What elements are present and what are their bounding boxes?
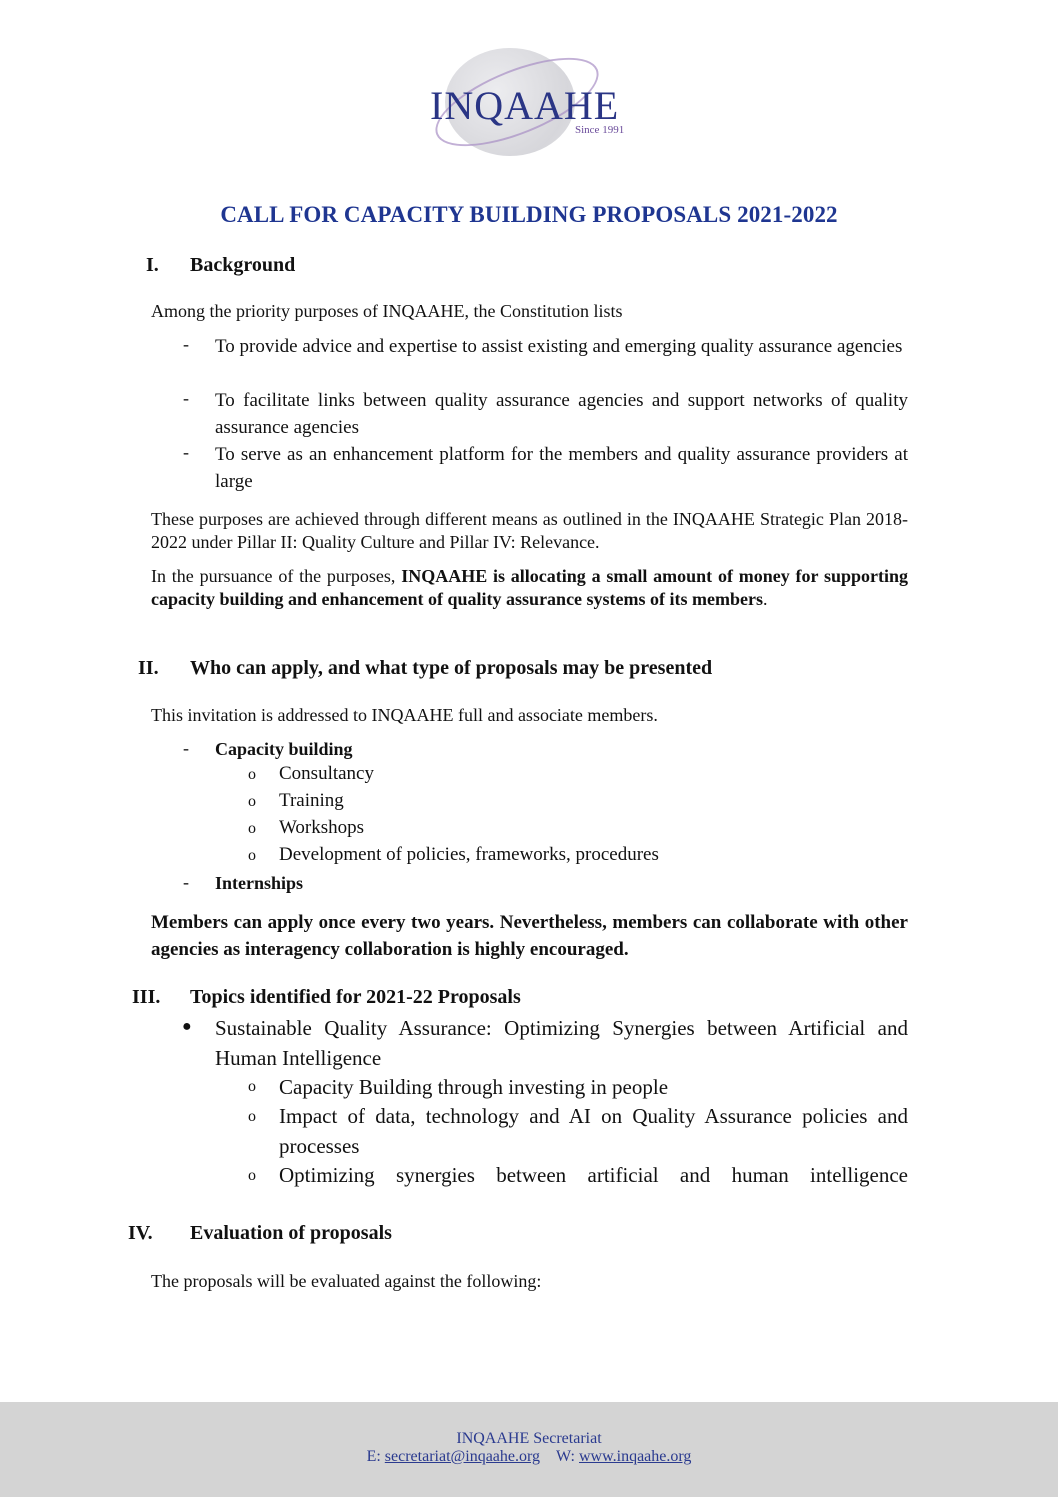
topic-sub-item: Optimizing synergies between artificial and human intelligence (279, 1163, 908, 1187)
background-intro: Among the priority purposes of INQAAHE, the Constitution lists (151, 301, 623, 321)
inqaahe-logo (425, 40, 635, 160)
background-means: These purposes are achieved through different means as outlined in the INQAAHE Strategic Plan 2018-2022 under Pillar II: Quality Culture and Pillar IV: Relevance. (151, 509, 908, 552)
dash-bullet: - (183, 872, 189, 892)
logo-wordmark: INQAAHE (430, 83, 620, 128)
background-pursuance (151, 565, 908, 611)
evaluation-intro: The proposals will be evaluated against the following: (151, 1271, 542, 1291)
section-number: II. (138, 657, 159, 679)
dash-bullet: - (183, 442, 189, 462)
who-intro: This invitation is addressed to INQAAHE full and associate members. (151, 705, 658, 725)
list-item: To provide advice and expertise to assist existing and emerging quality assurance agencies (215, 336, 903, 357)
sub-item: Workshops (279, 817, 365, 838)
email-label: E: (366, 1448, 385, 1465)
list-item: To facilitate links between quality assurance agencies and support networks of quality assurance agencies (215, 390, 908, 438)
circle-bullet: o (248, 820, 256, 837)
sub-item: Consultancy (279, 763, 374, 784)
circle-bullet: o (248, 847, 256, 864)
internships-item: Internships (215, 873, 304, 893)
footer-contacts (0, 1448, 1058, 1466)
dash-bullet: - (183, 388, 189, 408)
pursuance-lead: In the pursuance of the purposes, (151, 566, 402, 586)
circle-bullet: o (248, 1167, 256, 1184)
section-number: I. (146, 254, 159, 276)
section-number: III. (132, 986, 161, 1008)
who-note: Members can apply once every two years. Nevertheless, members can collaborate with other agencies as interagency collaboration is highly encouraged. (151, 912, 908, 960)
logo-since: Since 1991 (575, 124, 625, 136)
pursuance-end: . (763, 589, 768, 609)
website-link[interactable]: www.inqaahe.org (579, 1448, 692, 1465)
topic-sub-item: Impact of data, technology and AI on Quality Assurance policies and processes (279, 1104, 908, 1158)
circle-bullet: o (248, 766, 256, 783)
footer-org: INQAAHE Secretariat (456, 1430, 602, 1447)
section-label: Evaluation of proposals (190, 1222, 392, 1244)
topic-sub-item: Capacity Building through investing in people (279, 1075, 669, 1099)
section-number: IV. (128, 1222, 153, 1244)
web-label: W: (556, 1448, 579, 1465)
topic-main: Sustainable Quality Assurance: Optimizing Synergies between Artificial and Human Intelligence (215, 1016, 908, 1070)
section-label: Who can apply, and what type of proposals may be presented (190, 657, 713, 679)
circle-bullet: o (248, 793, 256, 810)
circle-bullet: o (248, 1078, 256, 1095)
pursuance-bold: INQAAHE is allocating a small amount of money for supporting capacity building and enhancement of quality assurance systems of its members (151, 566, 909, 609)
sub-item: Development of policies, frameworks, procedures (279, 844, 659, 865)
email-link[interactable]: secretariat@inqaahe.org (384, 1448, 541, 1465)
sub-item: Training (279, 790, 344, 811)
section-label: Background (190, 254, 296, 276)
list-item: To serve as an enhancement platform for the members and quality assurance providers at large (215, 444, 908, 492)
dash-bullet: - (183, 738, 189, 758)
capacity-building-item: Capacity building (215, 739, 353, 759)
bullet-icon: ● (182, 1018, 192, 1035)
section-label: Topics identified for 2021-22 Proposals (190, 986, 521, 1008)
dash-bullet: - (183, 334, 189, 354)
document-title: CALL FOR CAPACITY BUILDING PROPOSALS 2021-2022 (220, 202, 838, 227)
circle-bullet: o (248, 1108, 256, 1125)
